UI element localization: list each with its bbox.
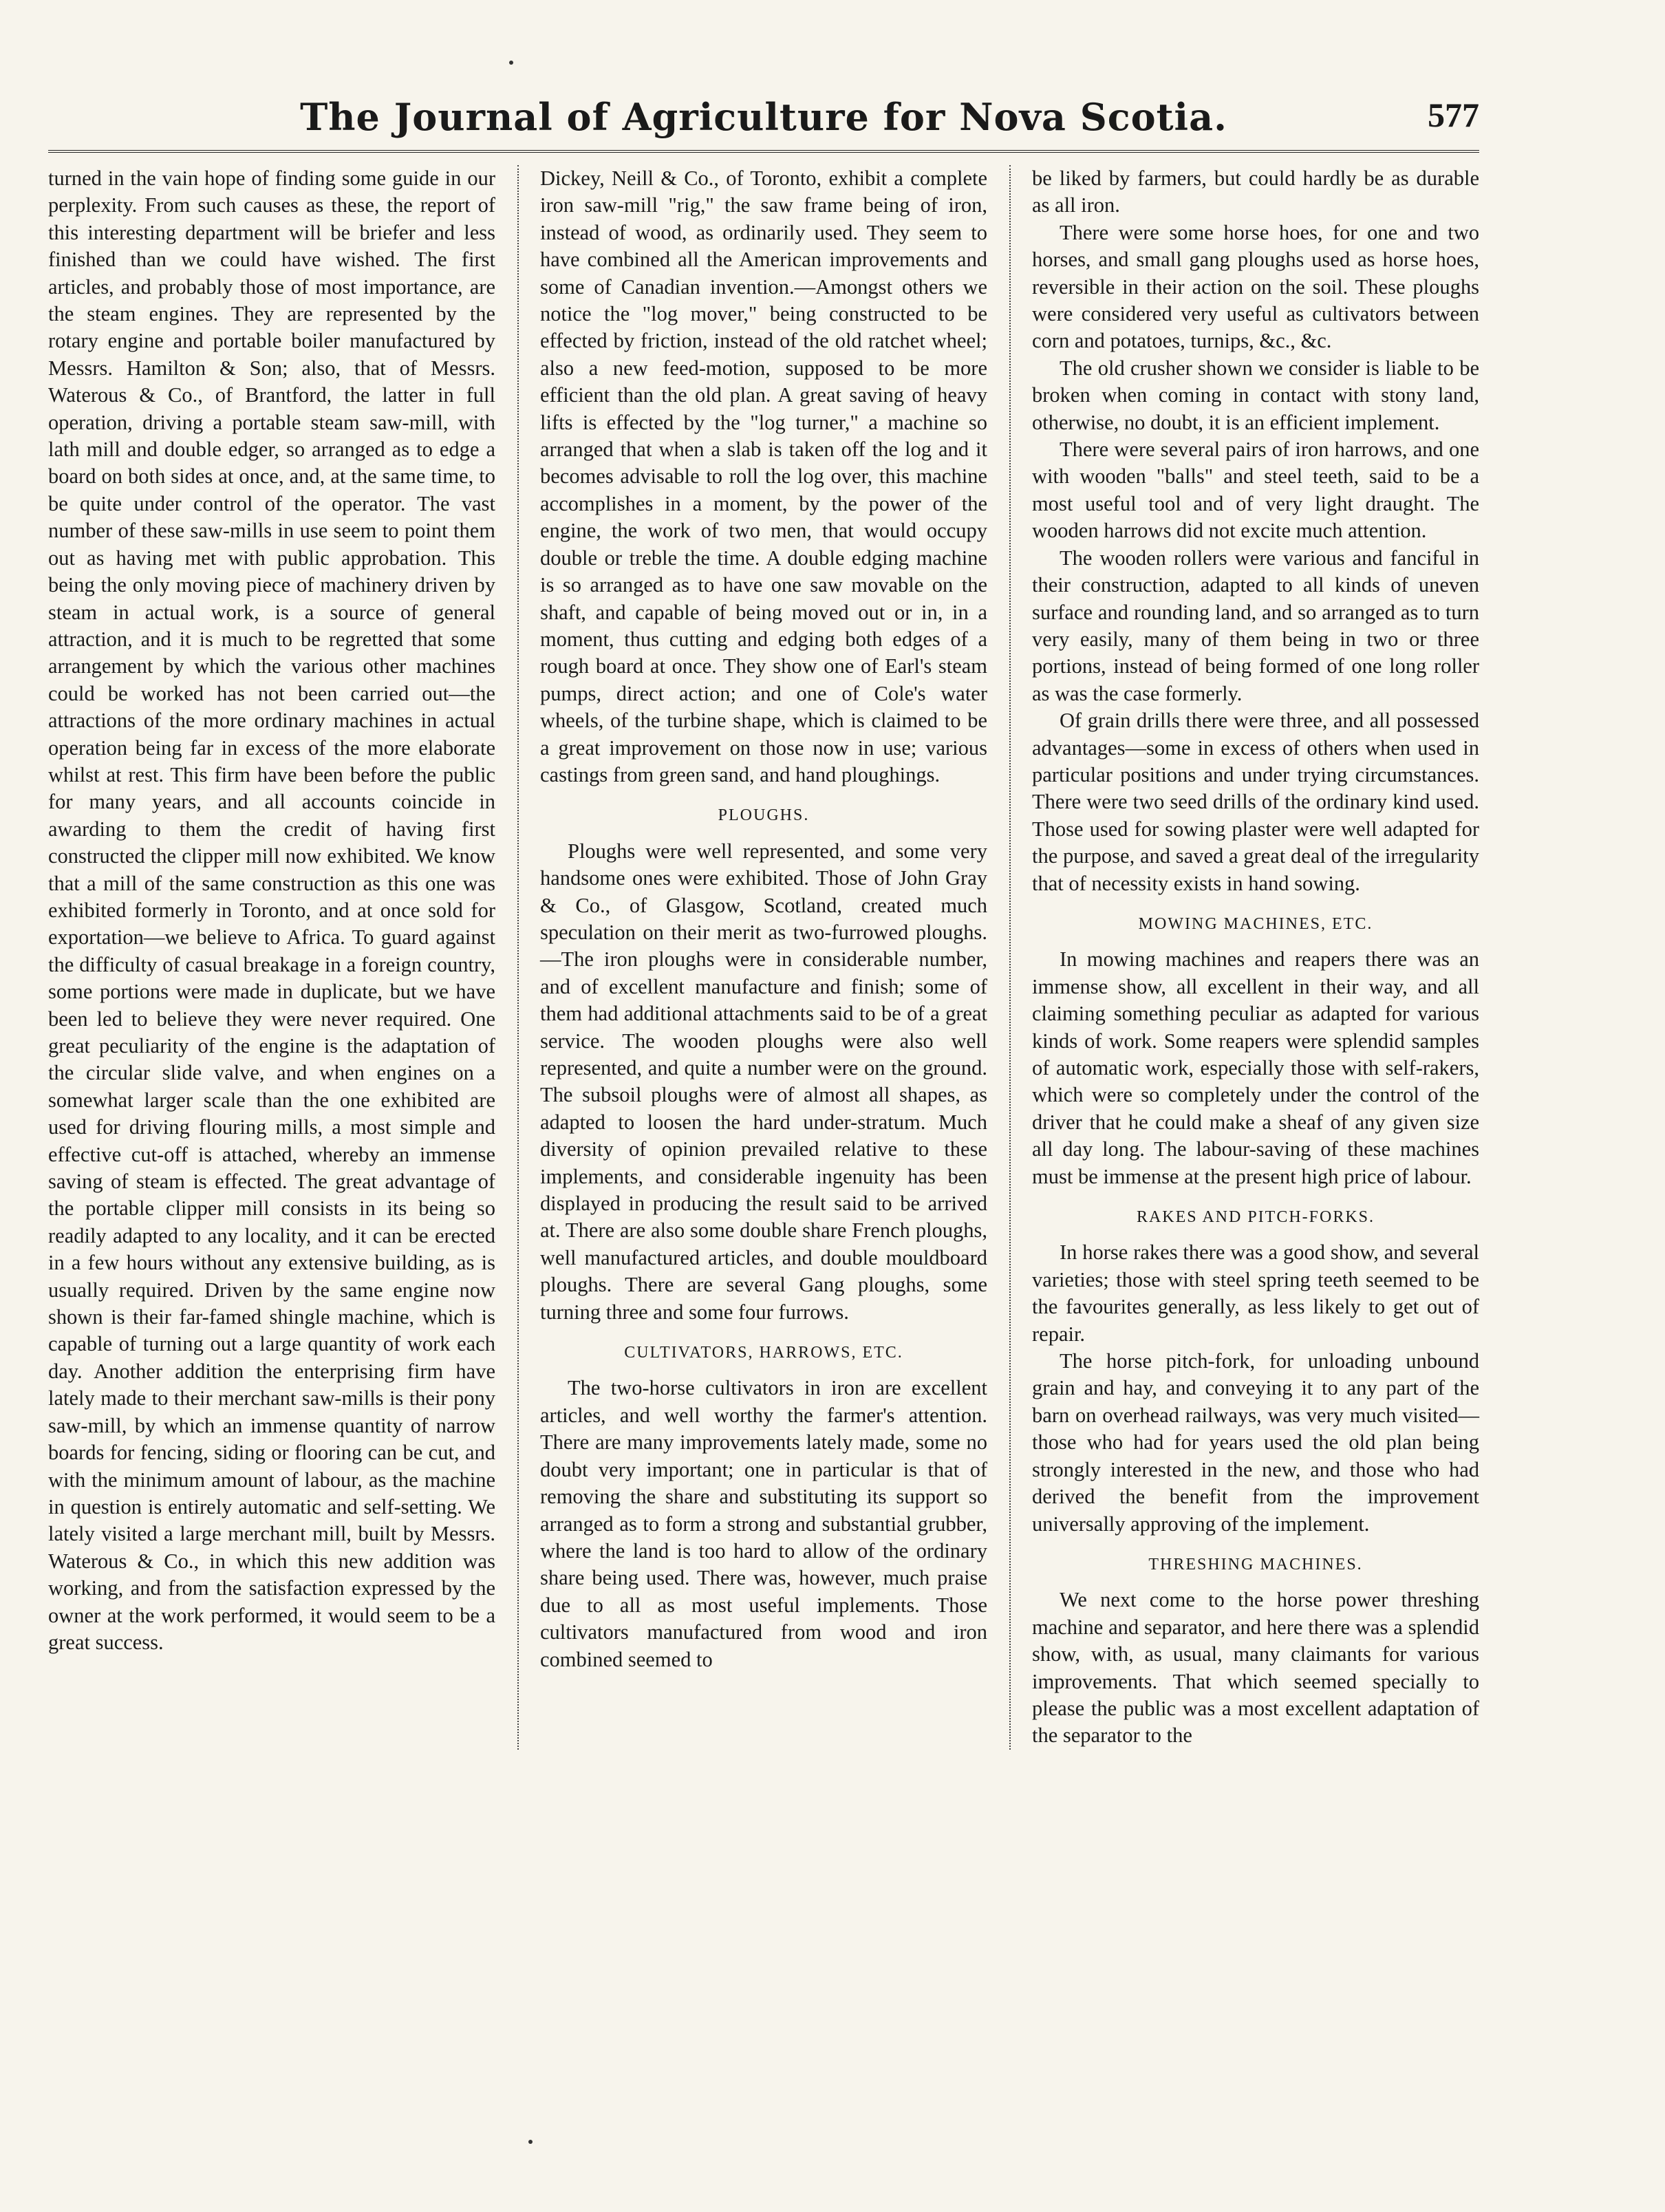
- column-1: [48, 165, 495, 1750]
- paragraph: be liked by farmers, but could hardly be as durable as all iron.: [1032, 167, 1479, 217]
- paragraph: The old crusher shown we consider is liable to be broken when coming in contact with stony land, otherwise, no doubt, it is an efficient implement.: [1032, 356, 1479, 434]
- paragraph: In horse rakes there was a good show, and several varieties; those with steel spring teeth seemed to be the favourites generally, as less likely to get out of repair.: [1032, 1241, 1479, 1346]
- top-dot: [509, 61, 513, 65]
- paragraph: The horse pitch-fork, for unloading unbound grain and hay, and conveying it to any part of the barn on overhead railways, was very much visited—those who had for years used the old plan being strongly interested in the new, and those who had derived the benefit from the improvement universally approving of the implement.: [1032, 1349, 1479, 1536]
- paragraph: turned in the vain hope of finding some guide in our perplexity. From such causes as these, the report of this interesting department will be briefer and less finished than we could have wished. The first articles, and probably those of most importance, are the steam engines. They are represented by the rotary engine and portable boiler manufactured by Messrs. Hamilton & Son; also, that of Messrs. Waterous & Co., of Brantford, the latter in full operation, driving a portable steam saw-mill, with lath mill and double edger, so arranged as to edge a board on both sides at once, and, at the same time, to be quite under control of the operator. The vast number of these saw-mills in use seem to point them out as having met with public approbation. This being the only moving piece of machinery driven by steam in actual work, is a source of general attraction, and it is much to be regretted that some arrangement by which the various other machines could be worked has not been carried out—the attractions of the more ordinary machines in actual operation being far in excess of the more elaborate whilst at rest. This firm have been before the public for many years, and all accounts coincide in awarding to them the credit of having first constructed the clipper mill now exhibited. We know that a mill of the same construction as this one was exhibited formerly in Toronto, and at once sold for exportation—we believe to Africa. To guard against the difficulty of casual breakage in a foreign country, some portions were made in duplicate, but we have been led to believe they were never required. One great peculiarity of the engine is the adaptation of the circular slide valve, and when engines on a somewhat larger scale than the one exhibited are used for driving flouring mills, a most simple and effective cut-off is attached, whereby an immense saving of steam is effected. The great advantage of the portable clipper mill consists in its being so readily adapted to any locality, and it can be erected in a few hours without any extensive building, as is usually required. Driven by the same engine now shown is their far-famed shingle machine, which is capable of turning out a large quantity of work each day. Another addition the enterprising firm have lately made to their merchant saw-mills is their pony saw-mill, by which an immense quantity of narrow boards for fencing, siding or flooring can be cut, and with the minimum amount of labour, as the machine in question is entirely automatic and self-setting. We lately visited a large merchant mill, built by Messrs. Waterous & Co., in which this new addition was working, and from the satisfaction expressed by the owner at the work performed, it would seem to be a great success.: [48, 167, 495, 1654]
- paragraph: Dickey, Neill & Co., of Toronto, exhibit a complete iron saw-mill "rig," the saw frame being of iron, instead of wood, as ordinarily used. They seem to have combined all the American improvements and some of Canadian invention.—Amongst others we notice the "log mover," being constructed to be effected by friction, instead of the old ratchet wheel; also a new feed-motion, supposed to be more efficient than the old plan. A great saving of heavy lifts is effected by the "log turner," a machine so arranged that when a slab is taken off the log and it becomes advisable to roll the log over, this machine accomplishes in a moment, by the power of the engine, the work of two men, that would occupy double or treble the time. A double edging machine is so arranged as to have one saw movable on the shaft, and capable of being moved out or in, in a moment, thus cutting and edging both edges of a rough board at once. They show one of Earl's steam pumps, direct action; and one of Cole's water wheels, of the turbine shape, which is claimed to be a great improvement on those now in use; various castings from green sand, and hand ploughings.: [540, 167, 987, 786]
- section-heading-rakes: RAKES AND PITCH-FORKS.: [1136, 1208, 1375, 1227]
- header-rule: [48, 150, 1479, 153]
- column-divider: [517, 165, 519, 1750]
- page-header: [48, 83, 1479, 144]
- paragraph: Of grain drills there were three, and all possessed advantages—some in excess of others when used in particular positions and under trying circumstances. There were two seed drills of the ordinary kind used. Those used for sowing plaster were well adapted for the purpose, and saved a great deal of the irregularity that of necessity exists in hand sowing.: [1032, 709, 1479, 895]
- journal-title: The Journal of Agriculture for Nova Scotia.: [300, 95, 1227, 139]
- section-heading-ploughs: PLOUGHS.: [718, 806, 810, 825]
- section-heading-cultivators: CULTIVATORS, HARROWS, ETC.: [624, 1344, 903, 1362]
- paragraph: Ploughs were well represented, and some very handsome ones were exhibited. Those of John Gray & Co., of Glasgow, Scotland, created much speculation on their merit as two-furrowed ploughs.—The iron ploughs were in considerable number, and of excellent manufacture and finish; some of them had additional attachments said to be of a great service. The wooden ploughs were also well represented, and quite a number were on the ground. The subsoil ploughs were of almost all shapes, as adapted to loosen the hard under-stratum. Much diversity of opinion prevailed relative to these implements, and considerable ingenuity has been displayed in producing the result said to be arrived at. There are also some double share French ploughs, well manufactured articles, and double mouldboard ploughs. There are several Gang ploughs, some turning three and some four furrows.: [540, 839, 987, 1324]
- paragraph: There were several pairs of iron harrows, and one with wooden "balls" and steel teeth, said to be a most useful tool and of very light draught. The wooden harrows did not excite much attention.: [1032, 438, 1479, 543]
- column-divider: [1009, 165, 1011, 1750]
- journal-page: [48, 83, 1479, 1750]
- bottom-dot: [528, 2140, 533, 2144]
- column-2: [540, 165, 987, 1750]
- paragraph: We next come to the horse power threshing machine and separator, and here there was a splendid show, with, as usual, many claimants for various improvements. That which seemed specially to please the public was a most excellent adaptation of the separator to the: [1032, 1588, 1479, 1748]
- section-heading-threshing: THRESHING MACHINES.: [1148, 1555, 1363, 1574]
- paragraph: In mowing machines and reapers there was an immense show, all excellent in their way, and all claiming something peculiar as adapted for various kinds of work. Some reapers were splendid samples of automatic work, especially those with self-rakers, which were so completely under the control of the driver that he could make a sheaf of any given size all day long. The labour-saving of these machines must be immense at the present high price of labour.: [1032, 947, 1479, 1188]
- column-3: [1032, 165, 1479, 1750]
- text-columns: [48, 165, 1479, 1750]
- page-number: 577: [1428, 96, 1479, 134]
- paragraph: The two-horse cultivators in iron are excellent articles, and well worthy the farmer's attention. There are many improvements lately made, some no doubt very important; one in particular is that of removing the share and substituting its support so arranged as to form a strong and substantial grubber, where the land is too hard to allow of the ordinary share being used. There was, however, much praise due to all as most useful implements. Those cultivators manufactured from wood and iron combined seemed to: [540, 1376, 987, 1671]
- section-heading-mowing: MOWING MACHINES, ETC.: [1138, 914, 1373, 933]
- paragraph: The wooden rollers were various and fanciful in their construction, adapted to all kinds of uneven surface and rounding land, and so arranged as to turn very easily, many of them being in two or three portions, instead of being formed of one long roller as was the case formerly.: [1032, 546, 1479, 705]
- paragraph: There were some horse hoes, for one and two horses, and small gang ploughs used as horse hoes, reversible in their action on the soil. These ploughs were considered very useful as cultivators between corn and potatoes, turnips, &c., &c.: [1032, 220, 1479, 353]
